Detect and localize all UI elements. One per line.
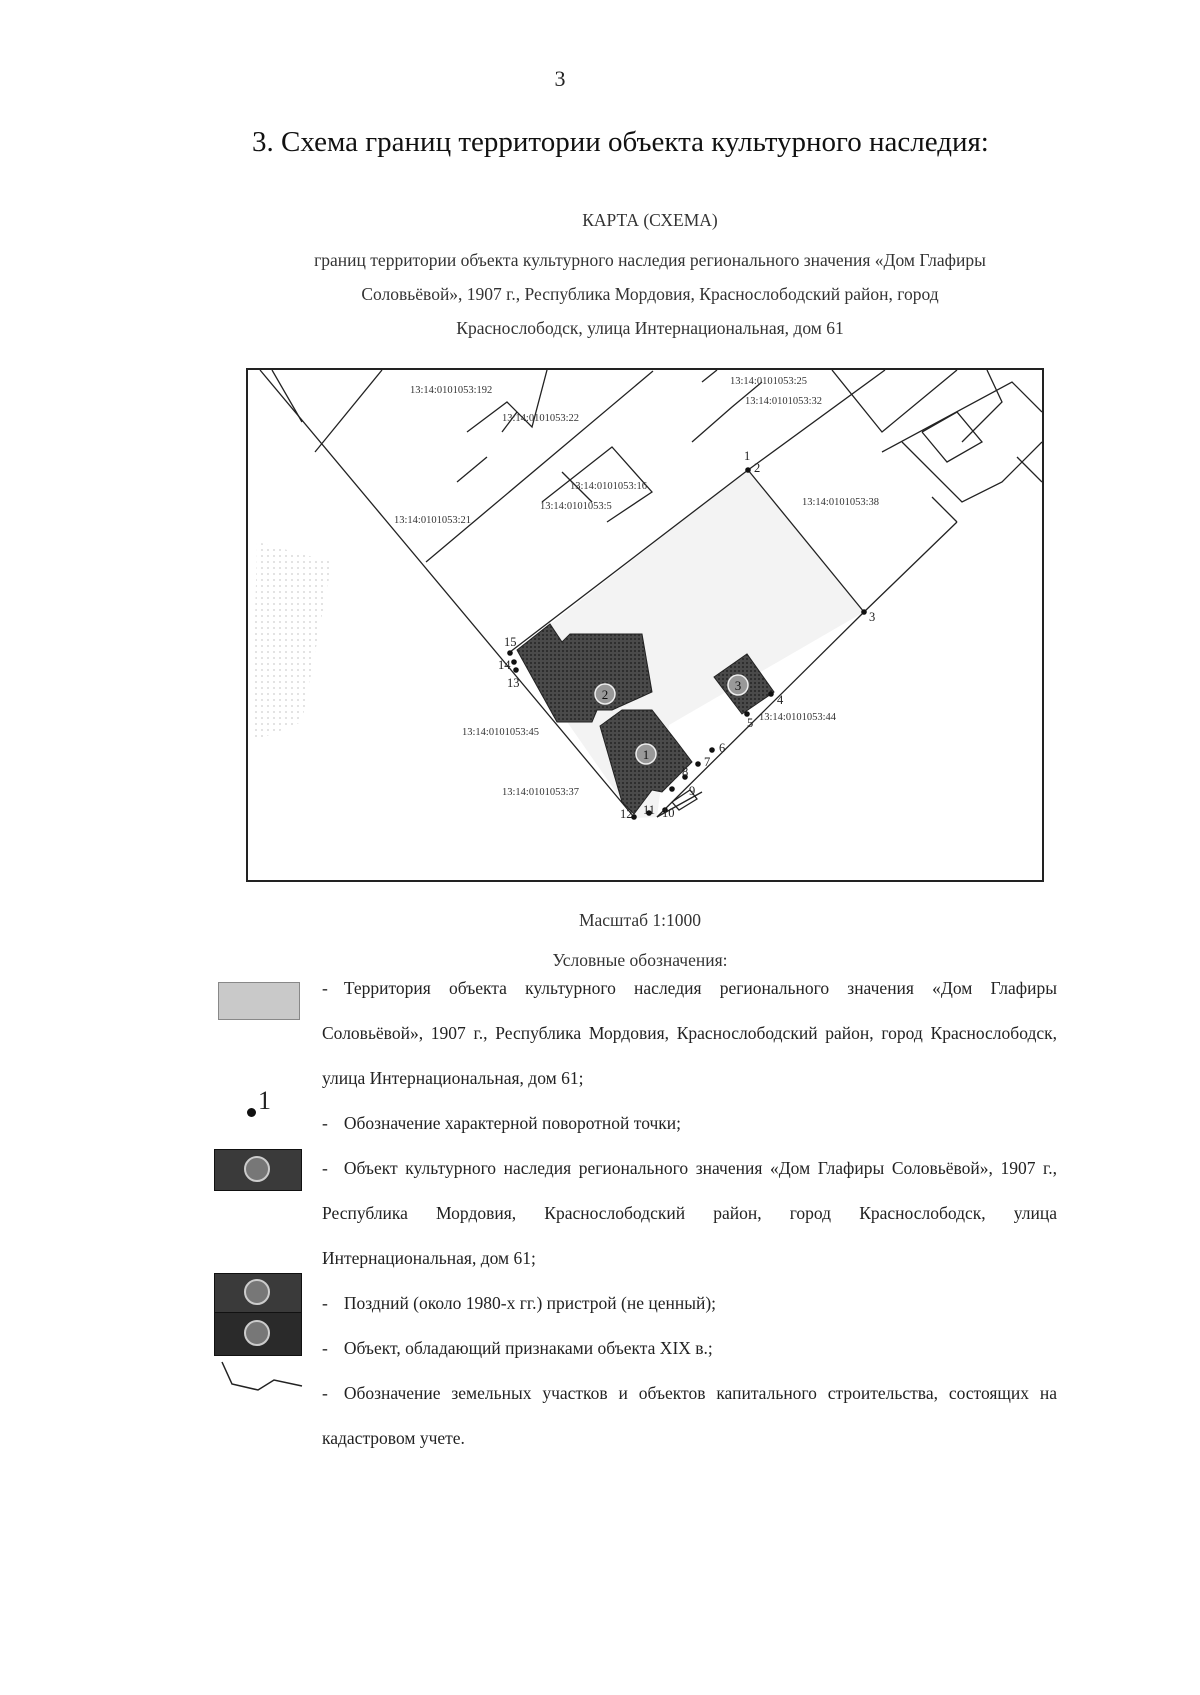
- legend-cadastral-line-symbol: [218, 1360, 308, 1400]
- legend-dash: -: [322, 1383, 328, 1403]
- point-label-5: 5: [747, 716, 754, 730]
- building-marker-3-label: 3: [734, 678, 742, 693]
- parcel-label-32: 13:14:0101053:32: [745, 396, 823, 407]
- parcel-label-22: 13:14:0101053:22: [502, 413, 580, 424]
- legend-territory-swatch: [218, 982, 300, 1020]
- point-label-6: 6: [719, 741, 726, 755]
- legend-dash: -: [322, 1113, 328, 1133]
- legend-text-building-3: Объект, обладающий признаками объекта XIX в.;: [343, 1338, 713, 1358]
- legend-item-territory: [322, 966, 1057, 1101]
- building-marker-2-label: 2: [601, 687, 609, 702]
- legend-text-building-2: Поздний (около 1980-х гг.) пристрой (не ценный);: [343, 1293, 717, 1313]
- legend-building-3-circle: [244, 1320, 270, 1346]
- cadastral-map: [246, 368, 1044, 882]
- point-label-3: 3: [869, 610, 876, 624]
- legend-turning-point-label: 1: [258, 1086, 271, 1115]
- legend-building-1-swatch: [214, 1149, 302, 1191]
- map-caption-line-3: Краснослободск, улица Интернациональная, дом 61: [456, 318, 844, 338]
- legend-dash: -: [322, 1338, 328, 1358]
- legend-title: Условные обозначения:: [552, 950, 728, 970]
- map-caption-title: КАРТА (СХЕМА): [582, 210, 718, 230]
- legend-dash: -: [322, 1293, 328, 1313]
- point-label-1: 1: [744, 449, 751, 463]
- point-label-7: 7: [704, 755, 711, 769]
- legend-building-2-swatch: [214, 1273, 302, 1313]
- point-label-2: 2: [754, 461, 761, 475]
- point-label-4: 4: [777, 693, 784, 707]
- legend-text-cadastral: Обозначение земельных участков и объектов капитального строительства, состоящих на кадастровом учете.: [322, 1383, 1057, 1448]
- parcel-label-16: 13:14:0101053:16: [570, 481, 648, 492]
- map-caption-line-2: Соловьёвой», 1907 г., Республика Мордовия, Краснослободский район, город: [361, 284, 939, 304]
- legend-item-building-2: [322, 1281, 1057, 1326]
- legend-text-building-1: Объект культурного наследия регионального значения «Дом Глафиры Соловьёвой», 1907 г., Республика Мордовия, Краснослободский район, город Краснослободск, улица Интернациональная, дом 61;: [322, 1158, 1057, 1268]
- parcel-label-38: 13:14:0101053:38: [802, 497, 880, 508]
- parcel-label-44: 13:14:0101053:44: [759, 712, 837, 723]
- parcel-label-21: 13:14:0101053:21: [394, 515, 472, 526]
- street-texture: [252, 542, 332, 742]
- legend-item-building-1: [322, 1146, 1057, 1281]
- point-label-14: 14: [498, 658, 511, 672]
- legend-dash: -: [322, 978, 328, 998]
- point-label-13: 13: [507, 676, 520, 690]
- map-scale: Масштаб 1:1000: [578, 910, 702, 930]
- point-label-9: 9: [689, 784, 696, 798]
- legend-text-turning-point: Обозначение характерной поворотной точки;: [343, 1113, 682, 1133]
- point-label-15: 15: [504, 635, 517, 649]
- point-label-11: 11: [643, 803, 656, 817]
- parcel-label-45: 13:14:0101053:45: [462, 727, 540, 738]
- legend-turning-point-dot: [247, 1108, 256, 1117]
- point-label-10: 10: [662, 806, 675, 820]
- parcel-label-5: 13:14:0101053:5: [540, 501, 612, 512]
- legend-dash: -: [322, 1158, 328, 1178]
- map-caption-line-1: границ территории объекта культурного наследия регионального значения «Дом Глафиры: [314, 250, 986, 270]
- legend-building-2-circle: [244, 1279, 270, 1305]
- parcel-label-37: 13:14:0101053:37: [502, 787, 580, 798]
- point-label-8: 8: [682, 765, 689, 779]
- parcel-label-25: 13:14:0101053:25: [730, 376, 808, 387]
- legend-text-territory: Территория объекта культурного наследия регионального значения «Дом Глафиры Соловьёвой», 1907 г., Республика Мордовия, Краснослободский район, город Краснослободск, улица Интернациональная, дом 61;: [322, 978, 1057, 1088]
- section-heading: 3. Схема границ территории объекта культурного наследия:: [252, 126, 989, 158]
- legend-building-1-circle: [244, 1156, 270, 1182]
- legend-item-turning-point: [322, 1101, 1057, 1146]
- legend-item-building-3: [322, 1326, 1057, 1371]
- point-label-12: 12: [620, 807, 633, 821]
- parcel-label-192: 13:14:0101053:192: [410, 385, 493, 396]
- legend-item-cadastral: [322, 1371, 1057, 1461]
- legend-building-3-swatch: [214, 1312, 302, 1356]
- building-marker-1-label: 1: [642, 747, 650, 762]
- page-number: 3: [554, 66, 566, 91]
